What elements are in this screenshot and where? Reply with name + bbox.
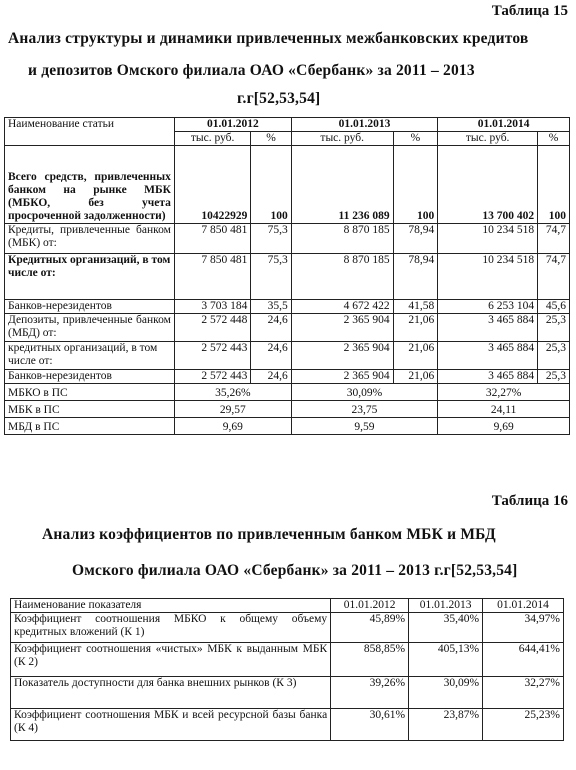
header-unit: тыс. руб.	[438, 132, 538, 146]
table16-header	[11, 599, 564, 613]
summary-label: МБД в ПС	[5, 418, 175, 435]
table15-title-line1: Анализ структуры и динамики привлеченных межбанковских кредитов	[8, 30, 529, 47]
summary-row	[5, 418, 570, 435]
summary-value: 9,69	[174, 418, 291, 435]
value: 23,87%	[409, 709, 483, 741]
value: 78,94	[393, 224, 438, 254]
table-row	[5, 342, 570, 370]
table-row	[11, 709, 564, 741]
value: 32,27%	[483, 677, 564, 709]
value: 35,5	[251, 300, 291, 314]
value: 24,6	[251, 370, 291, 384]
value: 6 253 104	[438, 300, 538, 314]
value: 2 572 443	[174, 342, 250, 370]
summary-row	[5, 384, 570, 401]
header-pct: %	[538, 132, 570, 146]
header-date-2: 01.01.2013	[409, 599, 483, 613]
row-label: Банков-нерезидентов	[5, 300, 175, 314]
value: 45,89%	[331, 613, 409, 643]
row-label: Коэффициент соотношения «чистых» МБК к выданным МБК (К 2)	[11, 643, 331, 677]
row-label: Коэффициент соотношения МБК и всей ресурсной базы банка (К 4)	[11, 709, 331, 741]
value: 100	[393, 146, 438, 224]
value: 10 234 518	[438, 254, 538, 300]
summary-value: 29,57	[174, 401, 291, 418]
value: 3 465 884	[438, 314, 538, 342]
value: 78,94	[393, 254, 438, 300]
table16	[10, 598, 564, 741]
header-pct: %	[251, 132, 291, 146]
value: 34,97%	[483, 613, 564, 643]
header-date-3: 01.01.2014	[438, 118, 570, 132]
table-row	[5, 300, 570, 314]
table-row	[5, 370, 570, 384]
value: 3 465 884	[438, 370, 538, 384]
table-row	[5, 146, 570, 224]
value: 8 870 185	[291, 254, 393, 300]
header-name: Наименование статьи	[5, 118, 175, 146]
value: 21,06	[393, 314, 438, 342]
header-date-1: 01.01.2012	[331, 599, 409, 613]
value: 30,09%	[409, 677, 483, 709]
value: 74,7	[538, 224, 570, 254]
header-name: Наименование показателя	[11, 599, 331, 613]
value: 10422929	[174, 146, 250, 224]
table-row	[5, 224, 570, 254]
summary-row	[5, 401, 570, 418]
value: 4 672 422	[291, 300, 393, 314]
value: 2 572 443	[174, 370, 250, 384]
value: 100	[251, 146, 291, 224]
header-date-1: 01.01.2012	[174, 118, 291, 132]
table16-title-line1: Анализ коэффициентов по привлеченным банком МБК и МБД	[42, 526, 496, 543]
summary-value: 9,59	[291, 418, 438, 435]
row-label: Кредитных организаций, в том числе от:	[5, 254, 175, 300]
header-unit: тыс. руб.	[291, 132, 393, 146]
value: 13 700 402	[438, 146, 538, 224]
value: 8 870 185	[291, 224, 393, 254]
value: 45,6	[538, 300, 570, 314]
header-date-2: 01.01.2013	[291, 118, 438, 132]
table15-header-dates	[5, 118, 570, 132]
summary-value: 23,75	[291, 401, 438, 418]
table-row	[5, 314, 570, 342]
value: 7 850 481	[174, 254, 250, 300]
value: 11 236 089	[291, 146, 393, 224]
row-label: Депозиты, привлеченные банком (МБД) от:	[5, 314, 175, 342]
value: 24,6	[251, 314, 291, 342]
row-label: Показатель доступности для банка внешних рынков (К 3)	[11, 677, 331, 709]
value: 21,06	[393, 370, 438, 384]
table15	[4, 117, 570, 435]
value: 858,85%	[331, 643, 409, 677]
value: 39,26%	[331, 677, 409, 709]
value: 2 365 904	[291, 342, 393, 370]
row-label: Банков-нерезидентов	[5, 370, 175, 384]
value: 30,61%	[331, 709, 409, 741]
value: 21,06	[393, 342, 438, 370]
table15-title-line2: и депозитов Омского филиала ОАО «Сбербанк» за 2011 – 2013	[28, 62, 475, 79]
row-label: Всего средств, привлеченных банком на рынке МБК (МБКО, без учета просроченной задолженности)	[5, 146, 175, 224]
table16-number: Таблица 16	[491, 493, 568, 509]
row-label: кредитных организаций, в том числе от:	[5, 342, 175, 370]
table15-number: Таблица 15	[491, 3, 568, 19]
value: 2 365 904	[291, 314, 393, 342]
summary-value: 9,69	[438, 418, 570, 435]
value: 7 850 481	[174, 224, 250, 254]
value: 74,7	[538, 254, 570, 300]
summary-value: 24,11	[438, 401, 570, 418]
table-row	[11, 677, 564, 709]
value: 3 465 884	[438, 342, 538, 370]
table-row	[11, 643, 564, 677]
value: 75,3	[251, 224, 291, 254]
summary-value: 32,27%	[438, 384, 570, 401]
value: 10 234 518	[438, 224, 538, 254]
value: 75,3	[251, 254, 291, 300]
value: 2 572 448	[174, 314, 250, 342]
table16-title-line2: Омского филиала ОАО «Сбербанк» за 2011 – 2013 г.г[52,53,54]	[72, 562, 518, 579]
summary-label: МБКО в ПС	[5, 384, 175, 401]
header-pct: %	[393, 132, 438, 146]
value: 25,3	[538, 314, 570, 342]
value: 41,58	[393, 300, 438, 314]
value: 3 703 184	[174, 300, 250, 314]
table-row	[11, 613, 564, 643]
value: 35,40%	[409, 613, 483, 643]
value: 25,3	[538, 342, 570, 370]
header-date-3: 01.01.2014	[483, 599, 564, 613]
row-label: Кредиты, привлеченные банком (МБК) от:	[5, 224, 175, 254]
value: 25,23%	[483, 709, 564, 741]
value: 2 365 904	[291, 370, 393, 384]
value: 100	[538, 146, 570, 224]
header-unit: тыс. руб.	[174, 132, 250, 146]
value: 25,3	[538, 370, 570, 384]
value: 405,13%	[409, 643, 483, 677]
summary-value: 30,09%	[291, 384, 438, 401]
table-row	[5, 254, 570, 300]
row-label: Коэффициент соотношения МБКО к общему объему кредитных вложений (К 1)	[11, 613, 331, 643]
table15-title-line3: г.г[52,53,54]	[237, 90, 321, 107]
value: 24,6	[251, 342, 291, 370]
summary-value: 35,26%	[174, 384, 291, 401]
value: 644,41%	[483, 643, 564, 677]
summary-label: МБК в ПС	[5, 401, 175, 418]
